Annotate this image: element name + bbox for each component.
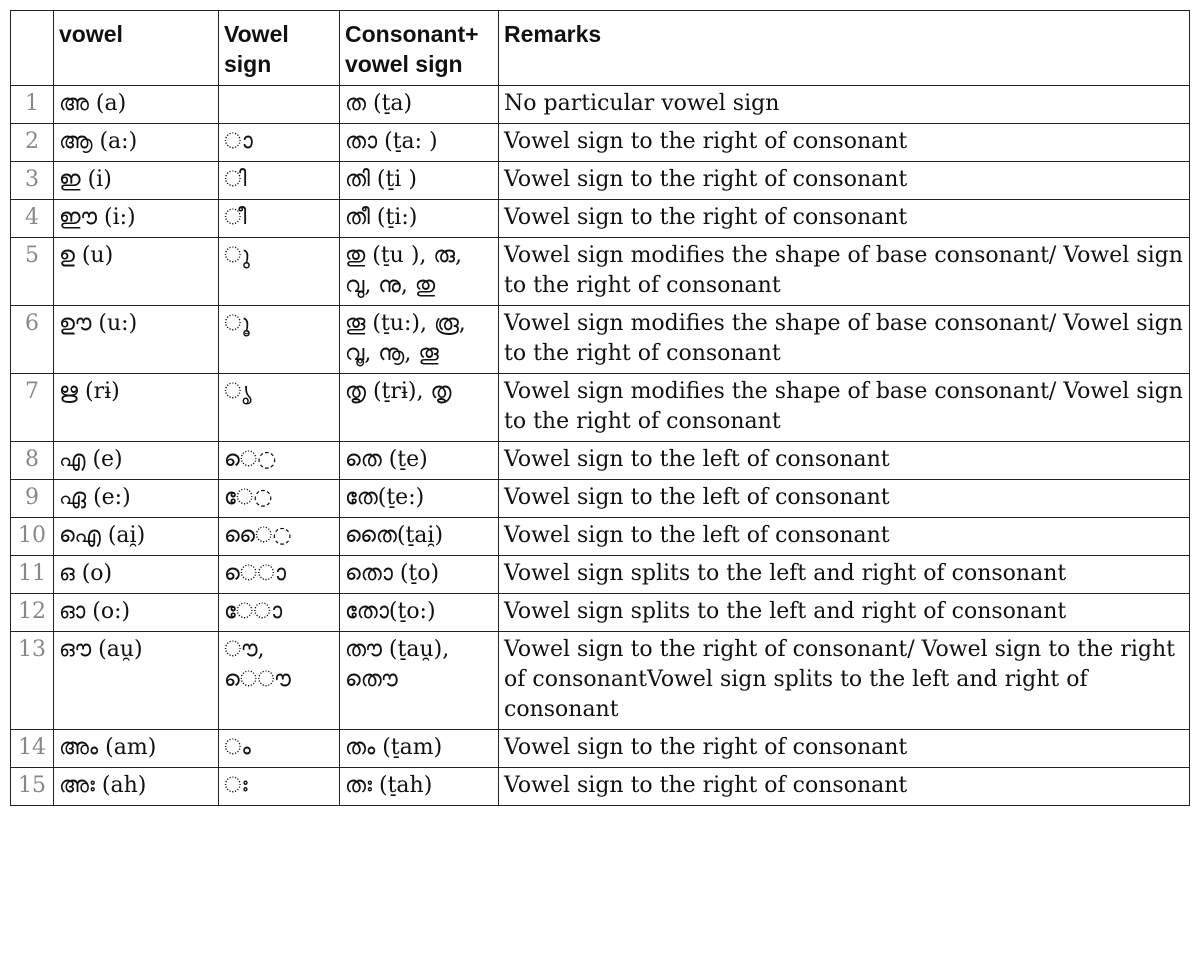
vowel-sign-cell: െ◌: [219, 442, 340, 480]
consonant-vowel-sign-cell: തേ(t̠e:): [340, 480, 499, 518]
consonant-vowel-sign-cell: തൃ (t̠rɨ), തൃ: [340, 374, 499, 442]
vowel-sign-cell: ◌ു: [219, 238, 340, 306]
vowel-sign-cell: ◌ഃ: [219, 768, 340, 806]
table-row: [11, 86, 1190, 124]
vowel-cell: ഊ (u:): [54, 306, 219, 374]
table-row: [11, 374, 1190, 442]
remarks-cell: Vowel sign to the right of consonant/ Vowel sign to the right of consonantVowel sign splits to the left and right of consonant: [499, 632, 1190, 730]
consonant-vowel-sign-cell: തു (t̠u ), രു, വു, നു, തു: [340, 238, 499, 306]
table-row: [11, 306, 1190, 374]
vowel-cell: ഒ (o): [54, 556, 219, 594]
row-number: 7: [11, 374, 54, 442]
vowel-sign-cell: െ◌ാ: [219, 556, 340, 594]
header-remarks: Remarks: [499, 11, 1190, 86]
header-vowel: vowel: [54, 11, 219, 86]
remarks-cell: Vowel sign splits to the left and right of consonant: [499, 594, 1190, 632]
vowel-cell: ഈ (i:): [54, 200, 219, 238]
remarks-cell: Vowel sign modifies the shape of base consonant/ Vowel sign to the right of consonant: [499, 374, 1190, 442]
table-row: [11, 768, 1190, 806]
table-row: [11, 162, 1190, 200]
vowel-sign-cell: ◌ി: [219, 162, 340, 200]
consonant-vowel-sign-cell: ത (t̠a): [340, 86, 499, 124]
header-number: [11, 11, 54, 86]
table-row: [11, 124, 1190, 162]
consonant-vowel-sign-cell: തെ (t̠e): [340, 442, 499, 480]
table-row: [11, 594, 1190, 632]
remarks-cell: Vowel sign to the right of consonant: [499, 162, 1190, 200]
vowel-sign-cell: ◌ൗ, െ◌ൗ: [219, 632, 340, 730]
remarks-cell: Vowel sign to the left of consonant: [499, 480, 1190, 518]
vowel-cell: അം (am): [54, 730, 219, 768]
table-row: [11, 518, 1190, 556]
header-vowel-sign: Vowel sign: [219, 11, 340, 86]
consonant-vowel-sign-cell: തം (t̠am): [340, 730, 499, 768]
table-row: [11, 442, 1190, 480]
row-number: 13: [11, 632, 54, 730]
vowel-cell: ഇ (i): [54, 162, 219, 200]
table-row: [11, 480, 1190, 518]
vowel-sign-cell: ൈ◌: [219, 518, 340, 556]
consonant-vowel-sign-cell: തൗ (t̠au̯), തൌ: [340, 632, 499, 730]
row-number: 1: [11, 86, 54, 124]
consonant-vowel-sign-cell: തൂ (t̠u:), രൂ, വൂ, നൂ, തൂ: [340, 306, 499, 374]
vowel-cell: ഉ (u): [54, 238, 219, 306]
vowel-cell: അഃ (ah): [54, 768, 219, 806]
row-number: 2: [11, 124, 54, 162]
row-number: 9: [11, 480, 54, 518]
vowel-sign-cell: ◌ൂ: [219, 306, 340, 374]
remarks-cell: No particular vowel sign: [499, 86, 1190, 124]
vowel-cell: അ (a): [54, 86, 219, 124]
row-number: 10: [11, 518, 54, 556]
remarks-cell: Vowel sign to the right of consonant: [499, 730, 1190, 768]
remarks-cell: Vowel sign to the right of consonant: [499, 200, 1190, 238]
header-row: [11, 11, 1190, 86]
consonant-vowel-sign-cell: തോ(t̠o:): [340, 594, 499, 632]
table-row: [11, 730, 1190, 768]
consonant-vowel-sign-cell: തഃ (t̠ah): [340, 768, 499, 806]
table-row: [11, 200, 1190, 238]
remarks-cell: Vowel sign to the left of consonant: [499, 442, 1190, 480]
vowel-sign-cell: ◌ൃ: [219, 374, 340, 442]
row-number: 15: [11, 768, 54, 806]
vowel-cell: ഓ (o:): [54, 594, 219, 632]
vowel-sign-cell: േ◌: [219, 480, 340, 518]
row-number: 11: [11, 556, 54, 594]
vowel-sign-cell: ◌ം: [219, 730, 340, 768]
consonant-vowel-sign-cell: തീ (t̠i:): [340, 200, 499, 238]
vowel-sign-cell: േ◌ാ: [219, 594, 340, 632]
table-body: [11, 86, 1190, 806]
vowel-sign-cell: [219, 86, 340, 124]
vowel-sign-cell: ◌ാ: [219, 124, 340, 162]
vowel-sign-cell: ◌ീ: [219, 200, 340, 238]
vowel-cell: ഏ (e:): [54, 480, 219, 518]
row-number: 6: [11, 306, 54, 374]
consonant-vowel-sign-cell: തൈ(t̠ai̯): [340, 518, 499, 556]
row-number: 8: [11, 442, 54, 480]
vowel-cell: ഋ (rɨ): [54, 374, 219, 442]
table-row: [11, 238, 1190, 306]
vowel-cell: എ (e): [54, 442, 219, 480]
vowel-cell: ആ (a:): [54, 124, 219, 162]
row-number: 3: [11, 162, 54, 200]
remarks-cell: Vowel sign modifies the shape of base consonant/ Vowel sign to the right of consonant: [499, 238, 1190, 306]
header-consonant-vowel-sign: Consonant+ vowel sign: [340, 11, 499, 86]
remarks-cell: Vowel sign to the right of consonant: [499, 768, 1190, 806]
vowel-signs-table: [10, 10, 1190, 806]
consonant-vowel-sign-cell: താ (t̠a: ): [340, 124, 499, 162]
remarks-cell: Vowel sign to the right of consonant: [499, 124, 1190, 162]
row-number: 12: [11, 594, 54, 632]
table-row: [11, 556, 1190, 594]
vowel-cell: ഐ (ai̯): [54, 518, 219, 556]
row-number: 14: [11, 730, 54, 768]
remarks-cell: Vowel sign modifies the shape of base consonant/ Vowel sign to the right of consonant: [499, 306, 1190, 374]
remarks-cell: Vowel sign to the left of consonant: [499, 518, 1190, 556]
row-number: 5: [11, 238, 54, 306]
table-row: [11, 632, 1190, 730]
remarks-cell: Vowel sign splits to the left and right of consonant: [499, 556, 1190, 594]
consonant-vowel-sign-cell: തി (t̠i ): [340, 162, 499, 200]
row-number: 4: [11, 200, 54, 238]
consonant-vowel-sign-cell: തൊ (t̠o): [340, 556, 499, 594]
vowel-cell: ഔ (au̯): [54, 632, 219, 730]
